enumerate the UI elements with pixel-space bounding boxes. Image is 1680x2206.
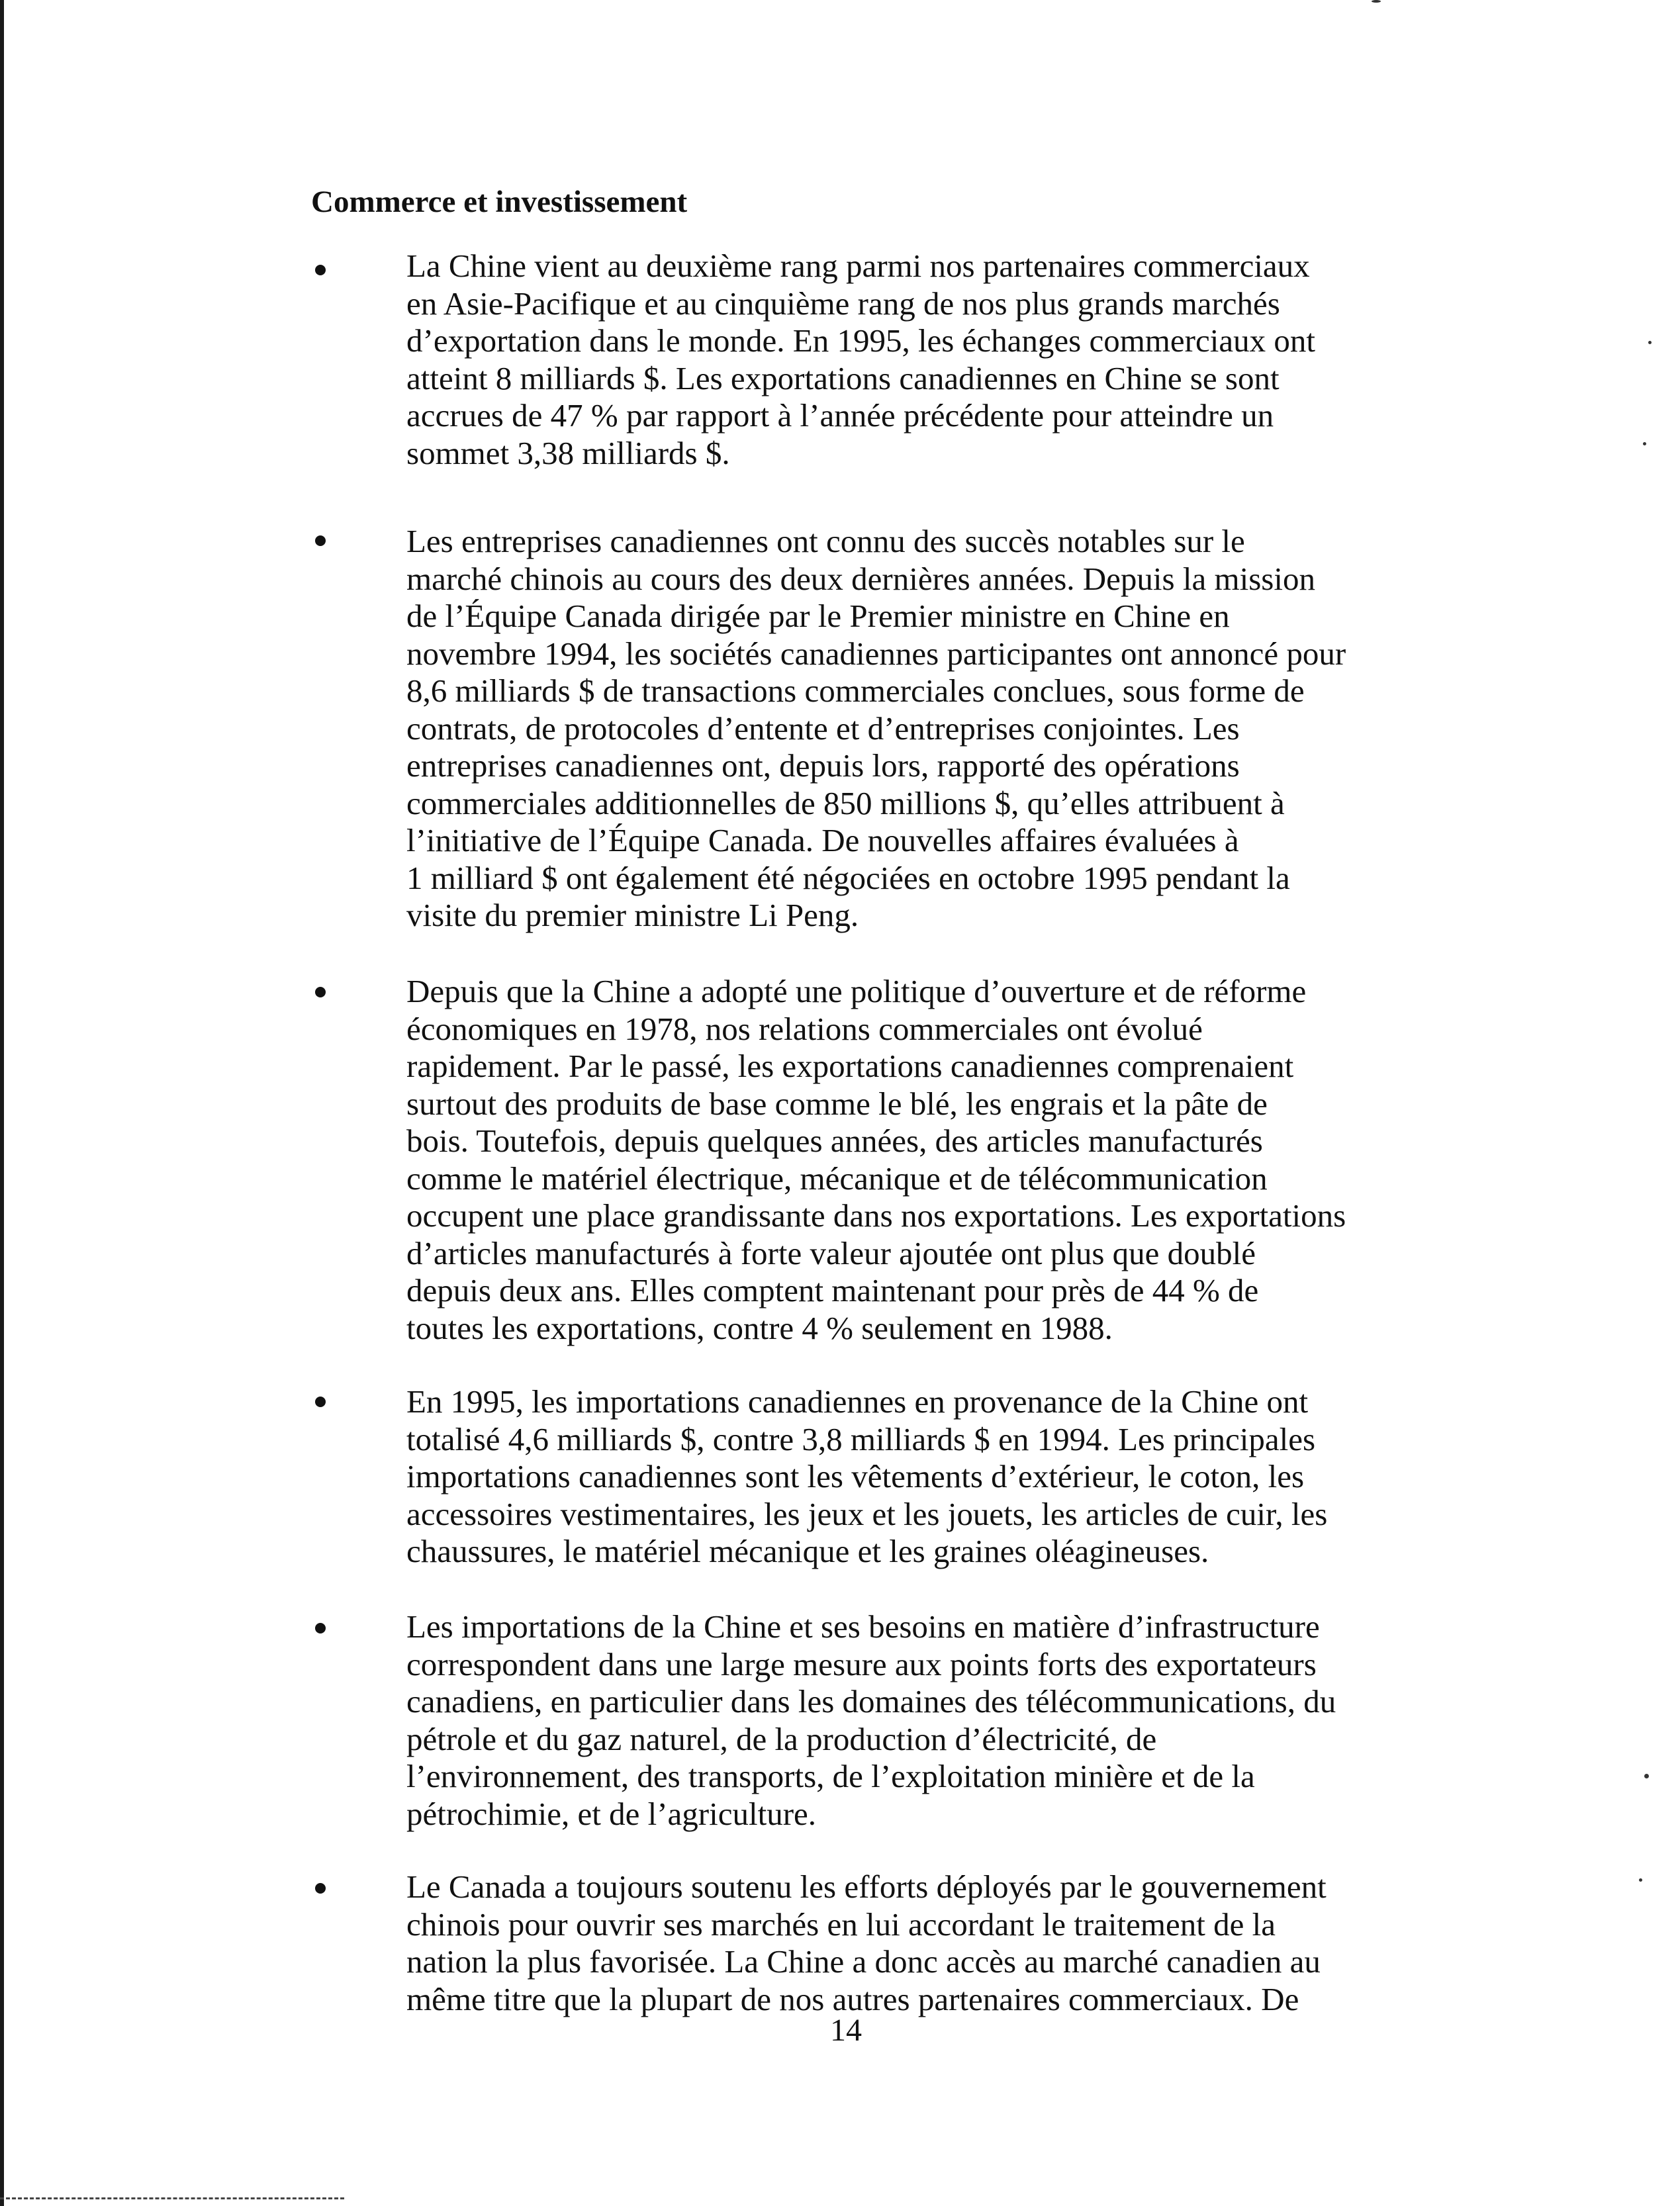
text-line: Le Canada a toujours soutenu les efforts déployés par le gouvernement (406, 1868, 1327, 1905)
text-line: depuis deux ans. Elles comptent maintenant pour près de 44 % de (406, 1272, 1259, 1309)
text-line: 1 milliard $ ont également été négociées en octobre 1995 pendant la (406, 859, 1290, 896)
text-line: l’initiative de l’Équipe Canada. De nouvelles affaires évaluées à (406, 822, 1239, 858)
text-line: accessoires vestimentaires, les jeux et les jouets, les articles de cuir, les (406, 1495, 1328, 1532)
bullet-paragraph-6 (406, 1868, 1360, 2018)
text-line: Depuis que la Chine a adopté une politique d’ouverture et de réforme (406, 973, 1307, 1009)
text-line: l’environnement, des transports, de l’exploitation minière et de la (406, 1758, 1255, 1794)
text-line: chinois pour ouvrir ses marchés en lui accordant le traitement de la (406, 1906, 1276, 1943)
text-line: nation la plus favorisée. La Chine a donc accès au marché canadien au (406, 1943, 1321, 1980)
bullet-paragraph-2 (406, 523, 1360, 935)
scan-edge-bottom (0, 2197, 344, 2201)
scan-speck (1372, 0, 1381, 3)
bullet-dot-icon (315, 1397, 326, 1407)
text-line: de l’Équipe Canada dirigée par le Premier ministre en Chine en (406, 598, 1230, 634)
text-line: rapidement. Par le passé, les exportations canadiennes comprenaient (406, 1048, 1294, 1084)
text-line: bois. Toutefois, depuis quelques années, des articles manufacturés (406, 1123, 1263, 1159)
scan-speck (1644, 1774, 1649, 1778)
text-line: pétrole et du gaz naturel, de la production d’électricité, de (406, 1720, 1157, 1757)
section-title: Commerce et investissement (311, 185, 688, 219)
bullet-dot-icon (315, 265, 326, 275)
text-line: atteint 8 milliards $. Les exportations canadiennes en Chine se sont (406, 359, 1280, 396)
bullet-paragraph-4 (406, 1383, 1360, 1571)
text-line: économiques en 1978, nos relations commerciales ont évolué (406, 1010, 1203, 1047)
text-line: surtout des produits de base comme le blé, les engrais et la pâte de (406, 1085, 1268, 1122)
bullet-dot-icon (315, 987, 326, 997)
text-line: contrats, de protocoles d’entente et d’entreprises conjointes. Les (406, 710, 1240, 747)
text-line: importations canadiennes sont les vêtements d’extérieur, le coton, les (406, 1458, 1305, 1494)
bullet-paragraph-5 (406, 1608, 1360, 1833)
text-line: d’articles manufacturés à forte valeur ajoutée ont plus que doublé (406, 1234, 1256, 1271)
text-line: comme le matériel électrique, mécanique et de télécommunication (406, 1160, 1268, 1197)
text-line: toutes les exportations, contre 4 % seulement en 1988. (406, 1309, 1113, 1346)
text-line: canadiens, en particulier dans les domaines des télécommunications, du (406, 1683, 1336, 1720)
text-line: La Chine vient au deuxième rang parmi nos partenaires commerciaux (406, 248, 1310, 284)
bullet-dot-icon (315, 1883, 326, 1894)
text-line: sommet 3,38 milliards $. (406, 434, 730, 471)
text-line: chaussures, le matériel mécanique et les graines oléagineuses. (406, 1533, 1209, 1569)
scan-speck (1643, 442, 1646, 445)
scan-speck (1639, 1878, 1642, 1882)
text-line: novembre 1994, les sociétés canadiennes participantes ont annoncé pour (406, 635, 1346, 672)
text-line: d’exportation dans le monde. En 1995, les échanges commerciaux ont (406, 322, 1315, 359)
bullet-dot-icon (315, 1623, 326, 1633)
text-line: totalisé 4,6 milliards $, contre 3,8 milliards $ en 1994. Les principales (406, 1420, 1316, 1457)
text-line: 8,6 milliards $ de transactions commerciales conclues, sous forme de (406, 672, 1305, 709)
scan-speck (1648, 341, 1652, 344)
text-line: Les importations de la Chine et ses besoins en matière d’infrastructure (406, 1608, 1320, 1645)
text-line: visite du premier ministre Li Peng. (406, 897, 859, 933)
text-line: En 1995, les importations canadiennes en provenance de la Chine ont (406, 1383, 1309, 1420)
scan-edge-left (0, 0, 4, 2206)
bullet-paragraph-1 (406, 248, 1360, 472)
text-line: marché chinois au cours des deux dernières années. Depuis la mission (406, 560, 1315, 597)
text-line: accrues de 47 % par rapport à l’année précédente pour atteindre un (406, 397, 1274, 434)
text-line: pétrochimie, et de l’agriculture. (406, 1795, 817, 1832)
text-line: occupent une place grandissante dans nos exportations. Les exportations (406, 1197, 1346, 1234)
text-line: commerciales additionnelles de 850 millions $, qu’elles attribuent à (406, 784, 1285, 821)
text-line: entreprises canadiennes ont, depuis lors, rapporté des opérations (406, 747, 1240, 784)
text-line: en Asie-Pacifique et au cinquième rang de nos plus grands marchés (406, 285, 1280, 322)
text-line: même titre que la plupart de nos autres partenaires commerciaux. De (406, 1980, 1299, 2017)
page-number: 14 (830, 2013, 862, 2048)
text-line: Les entreprises canadiennes ont connu des succès notables sur le (406, 523, 1245, 559)
bullet-paragraph-3 (406, 973, 1360, 1347)
bullet-dot-icon (315, 535, 326, 546)
text-line: correspondent dans une large mesure aux points forts des exportateurs (406, 1645, 1317, 1682)
